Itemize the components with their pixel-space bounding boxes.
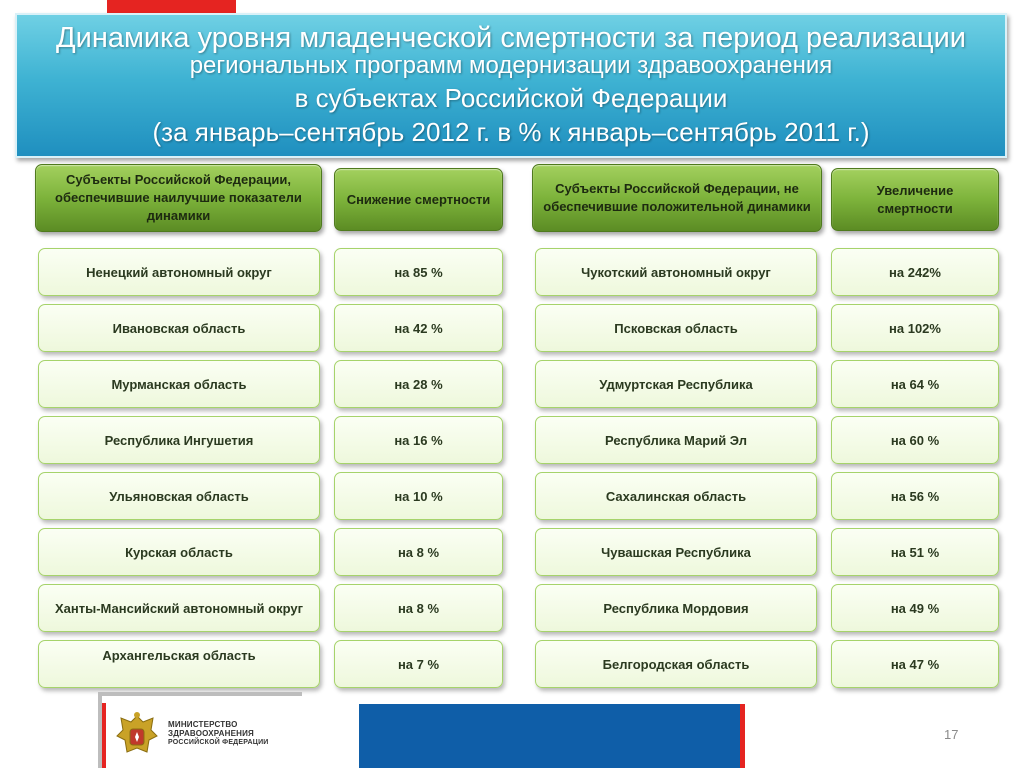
title-line-3: в субъектах Российской Федерации xyxy=(294,83,728,113)
right-region-cell: Удмуртская Республика xyxy=(535,360,817,408)
right-regions-header: Субъекты Российской Федерации, не обеспечившие положительной динамики xyxy=(532,164,822,232)
right-region-cell: Республика Мордовия xyxy=(535,584,817,632)
ministry-line-3: РОССИЙСКОЙ ФЕДЕРАЦИИ xyxy=(168,739,269,746)
right-value-cell: на 49 % xyxy=(831,584,999,632)
ministry-line-1: МИНИСТЕРСТВО xyxy=(168,720,238,729)
left-region-cell: Архангельская область xyxy=(38,640,320,688)
title-line-4: (за январь–сентябрь 2012 г. в % к январь–сентябрь 2011 г.) xyxy=(152,117,870,147)
left-regions-header: Субъекты Российской Федерации, обеспечившие наилучшие показатели динамики xyxy=(35,164,322,232)
right-region-cell: Псковская область xyxy=(535,304,817,352)
right-value-cell: на 102% xyxy=(831,304,999,352)
ministry-line-2: ЗДРАВООХРАНЕНИЯ xyxy=(168,729,254,738)
right-value-cell: на 60 % xyxy=(831,416,999,464)
right-region-cell: Белгородская область xyxy=(535,640,817,688)
footer-blue-band xyxy=(359,704,743,768)
left-region-cell: Курская область xyxy=(38,528,320,576)
emblem-icon xyxy=(113,710,161,760)
slide-title-panel xyxy=(15,13,1007,158)
page-number: 17 xyxy=(944,727,959,742)
left-value-cell: на 8 % xyxy=(334,584,503,632)
right-value-cell: на 64 % xyxy=(831,360,999,408)
right-value-cell: на 47 % xyxy=(831,640,999,688)
footer-red-stripe xyxy=(102,703,106,768)
top-red-accent xyxy=(107,0,236,14)
increase-header: Увеличение смертности xyxy=(831,168,999,231)
left-region-cell: Республика Ингушетия xyxy=(38,416,320,464)
right-region-cell: Сахалинская область xyxy=(535,472,817,520)
ministry-label xyxy=(168,720,269,747)
right-region-cell: Республика Марий Эл xyxy=(535,416,817,464)
left-region-cell: Ивановская область xyxy=(38,304,320,352)
decrease-header: Снижение смертности xyxy=(334,168,503,231)
left-value-cell: на 7 % xyxy=(334,640,503,688)
left-region-cell: Мурманская область xyxy=(38,360,320,408)
right-value-cell: на 56 % xyxy=(831,472,999,520)
left-value-cell: на 8 % xyxy=(334,528,503,576)
left-region-cell: Ненецкий автономный округ xyxy=(38,248,320,296)
title-line-2: региональных программ модернизации здравоохранения xyxy=(189,52,833,79)
left-value-cell: на 10 % xyxy=(334,472,503,520)
title-line-1: Динамика уровня младенческой смертности за период реализации xyxy=(55,22,966,54)
left-value-cell: на 85 % xyxy=(334,248,503,296)
right-region-cell: Чукотский автономный округ xyxy=(535,248,817,296)
right-value-cell: на 242% xyxy=(831,248,999,296)
left-region-cell: Ханты-Мансийский автономный округ xyxy=(38,584,320,632)
left-region-cell: Ульяновская область xyxy=(38,472,320,520)
left-value-cell: на 28 % xyxy=(334,360,503,408)
left-value-cell: на 16 % xyxy=(334,416,503,464)
left-value-cell: на 42 % xyxy=(334,304,503,352)
right-value-cell: на 51 % xyxy=(831,528,999,576)
footer-red-bar xyxy=(740,704,745,768)
right-region-cell: Чувашская Республика xyxy=(535,528,817,576)
